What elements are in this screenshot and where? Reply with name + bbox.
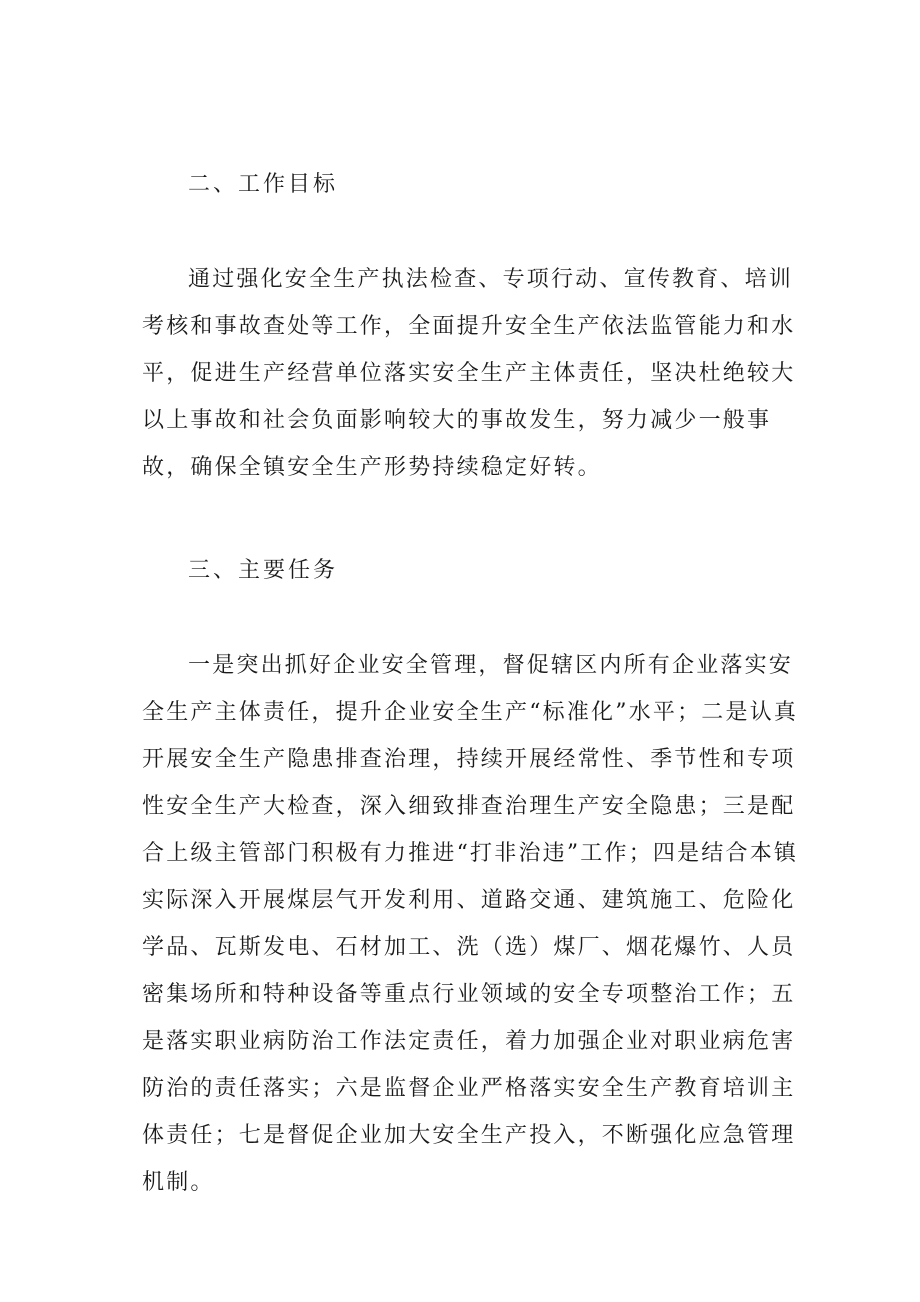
section-heading-main-tasks: 三、主要任务 — [188, 558, 339, 583]
main-tasks-paragraph: 一是突出抓好企业安全管理，督促辖区内所有企业落实安全生产主体责任，提升企业安全生产“标准化”水平；二是认真开展安全生产隐患排查治理，持续开展经常性、季节性和专项性安全生产大检查，深入细致排查治理生产安全隐患；三是配合上级主管部门积极有力推进“打非治违”工作；四是结合本镇实际深入开展煤层气开发利用、道路交通、建筑施工、危险化学品、瓦斯发电、石材加工、洗（选）煤厂、烟花爆竹、人员密集场所和特种设备等重点行业领域的安全专项整治工作；五是落实职业病防治工作法定责任，着力加强企业对职业病危害防治的责任落实；六是监督企业严格落实安全生产教育培训主体责任；七是督促企业加大安全生产投入，不断强化应急管理机制。 — [142, 653, 799, 1195]
section-heading-work-goals: 二、工作目标 — [188, 172, 339, 197]
work-goals-paragraph: 通过强化安全生产执法检查、专项行动、宣传教育、培训考核和事故查处等工作，全面提升安全生产依法监管能力和水平，促进生产经营单位落实安全生产主体责任，坚决杜绝较大以上事故和社会负面影响较大的事故发生，努力减少一般事故，确保全镇安全生产形势持续稳定好转。 — [142, 267, 796, 480]
